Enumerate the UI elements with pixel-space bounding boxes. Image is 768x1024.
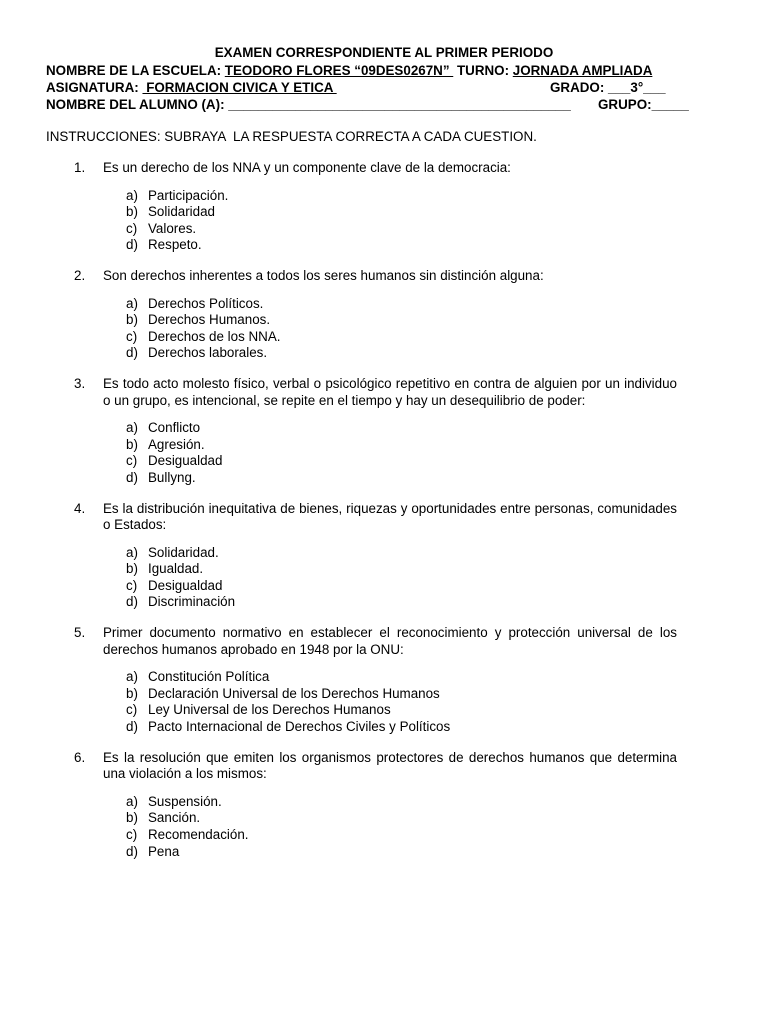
- question-text: Primer documento normativo en establecer el reconocimiento y protección universal de los derechos humanos aprobado en 1948 por la ONU:: [103, 625, 677, 657]
- option-letter: b): [126, 810, 138, 826]
- option-letter: a): [126, 793, 138, 809]
- student-name-blank: ______________________________________________: [228, 97, 571, 112]
- question-text: Es la distribución inequitativa de bienes, riquezas y oportunidades entre personas, comunidades o Estados:: [103, 500, 677, 533]
- answer-options: [0, 545, 768, 611]
- option-letter: d): [126, 594, 138, 610]
- answer-option[interactable]: [0, 312, 768, 329]
- option-text: Participación.: [148, 187, 229, 203]
- answer-option[interactable]: [0, 188, 768, 205]
- answer-option[interactable]: [0, 453, 768, 470]
- option-letter: b): [126, 561, 138, 577]
- question-text: Es la resolución que emiten los organismos protectores de derechos humanos que determina una violación a los mismos:: [103, 749, 677, 782]
- option-text: Sanción.: [148, 810, 201, 826]
- option-letter: d): [126, 345, 138, 361]
- option-text: Suspensión.: [148, 793, 222, 809]
- question-text: Son derechos inherentes a todos los seres humanos sin distinción alguna:: [103, 267, 544, 283]
- grupo-field: [598, 96, 689, 113]
- answer-option[interactable]: [0, 204, 768, 221]
- answer-option[interactable]: [0, 810, 768, 827]
- answer-option[interactable]: [0, 420, 768, 437]
- answer-option[interactable]: [0, 594, 768, 611]
- question-number: 2.: [74, 267, 86, 283]
- option-letter: d): [126, 719, 138, 735]
- answer-option[interactable]: [0, 329, 768, 346]
- option-letter: c): [126, 328, 138, 344]
- answer-option[interactable]: [0, 686, 768, 703]
- turno-label: TURNO:: [453, 63, 513, 78]
- question: [0, 501, 768, 612]
- option-letter: a): [126, 420, 138, 436]
- option-letter: d): [126, 469, 138, 485]
- answer-option[interactable]: [0, 669, 768, 686]
- option-text: Derechos Políticos.: [148, 295, 264, 311]
- question-list: [0, 160, 768, 874]
- student-label: NOMBRE DEL ALUMNO (A):: [46, 97, 229, 112]
- option-letter: b): [126, 204, 138, 220]
- option-letter: a): [126, 669, 138, 685]
- subject-label: ASIGNATURA:: [46, 80, 143, 95]
- option-text: Pacto Internacional de Derechos Civiles y Políticos: [148, 719, 451, 735]
- answer-option[interactable]: [0, 296, 768, 313]
- option-text: Desigualdad: [148, 577, 223, 593]
- question-number: 1.: [74, 160, 86, 175]
- grado-value: ___3°___: [608, 80, 666, 95]
- option-letter: a): [126, 187, 138, 203]
- question: [0, 625, 768, 736]
- answer-option[interactable]: [0, 221, 768, 238]
- option-letter: b): [126, 312, 138, 328]
- option-text: Desigualdad: [148, 453, 223, 469]
- exam-title: EXAMEN CORRESPONDIENTE AL PRIMER PERIODO: [214, 45, 554, 60]
- option-text: Derechos de los NNA.: [148, 328, 281, 344]
- question: [0, 750, 768, 861]
- answer-option[interactable]: [0, 578, 768, 595]
- student-line: [46, 96, 571, 113]
- option-letter: d): [126, 843, 138, 859]
- option-letter: c): [126, 220, 138, 236]
- option-text: Solidaridad.: [148, 544, 219, 560]
- school-line: [46, 62, 652, 79]
- answer-option[interactable]: [0, 345, 768, 362]
- answer-option[interactable]: [0, 561, 768, 578]
- answer-option[interactable]: [0, 794, 768, 811]
- option-text: Derechos laborales.: [148, 345, 268, 361]
- option-text: Constitución Política: [148, 669, 270, 685]
- option-text: Igualdad.: [148, 561, 204, 577]
- question-number: 5.: [74, 625, 86, 641]
- option-text: Discriminación: [148, 594, 236, 610]
- option-letter: a): [126, 544, 138, 560]
- question: [0, 376, 768, 487]
- option-text: Pena: [148, 843, 180, 859]
- answer-option[interactable]: [0, 437, 768, 454]
- turno-value: JORNADA AMPLIADA: [512, 63, 653, 78]
- question-number: 3.: [74, 375, 86, 391]
- answer-option[interactable]: [0, 702, 768, 719]
- option-text: Valores.: [148, 220, 197, 236]
- answer-option[interactable]: [0, 827, 768, 844]
- question: [0, 268, 768, 362]
- subject-value: FORMACION CIVICA Y ETICA: [142, 80, 337, 95]
- question-text: Es todo acto molesto físico, verbal o psicológico repetitivo en contra de alguien por un individuo o un grupo, es intencional, se repite en el tiempo y hay un desequilibrio de poder:: [103, 375, 677, 408]
- grado-label: GRADO:: [550, 80, 609, 95]
- question-number: 4.: [74, 500, 86, 516]
- option-text: Solidaridad: [148, 204, 215, 220]
- grupo-blank: _____: [651, 97, 689, 112]
- question-number: 6.: [74, 749, 86, 765]
- grupo-label: GRUPO:: [598, 97, 652, 112]
- answer-options: [0, 420, 768, 486]
- option-letter: b): [126, 436, 138, 452]
- answer-option[interactable]: [0, 545, 768, 562]
- option-letter: c): [126, 827, 138, 842]
- option-text: Bullyng.: [148, 469, 196, 485]
- answer-options: [0, 794, 768, 860]
- school-name: TEODORO FLORES “09DES0267N”: [224, 63, 454, 78]
- option-letter: a): [126, 295, 138, 311]
- instructions: INSTRUCCIONES: SUBRAYA LA RESPUESTA CORRECTA A CADA CUESTION.: [46, 129, 537, 144]
- answer-option[interactable]: [0, 719, 768, 736]
- option-text: Respeto.: [148, 237, 202, 253]
- option-letter: c): [126, 577, 138, 593]
- school-label: NOMBRE DE LA ESCUELA:: [46, 63, 225, 78]
- option-text: Conflicto: [148, 420, 201, 436]
- option-letter: b): [126, 685, 138, 701]
- answer-option[interactable]: [0, 844, 768, 861]
- option-text: Derechos Humanos.: [148, 312, 271, 328]
- grado-field: [550, 79, 666, 96]
- answer-options: [0, 296, 768, 362]
- answer-options: [0, 669, 768, 735]
- question-text: Es un derecho de los NNA y un componente clave de la democracia:: [103, 160, 511, 175]
- question: [0, 160, 768, 254]
- option-letter: d): [126, 237, 138, 253]
- answer-option[interactable]: [0, 237, 768, 254]
- answer-option[interactable]: [0, 470, 768, 487]
- option-text: Ley Universal de los Derechos Humanos: [148, 702, 391, 718]
- option-letter: c): [126, 453, 138, 469]
- option-text: Agresión.: [148, 436, 205, 452]
- option-text: Declaración Universal de los Derechos Humanos: [148, 685, 440, 701]
- answer-options: [0, 188, 768, 254]
- subject-line: [46, 79, 337, 96]
- option-text: Recomendación.: [148, 827, 249, 842]
- option-letter: c): [126, 702, 138, 718]
